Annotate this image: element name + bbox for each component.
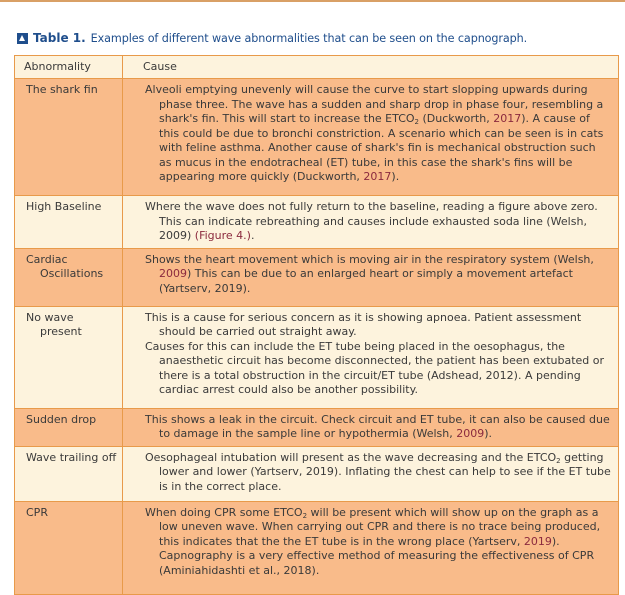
abnormality-label: High Baseline [26,200,102,213]
citation-year: 2017 [493,112,522,125]
table-row [15,501,619,594]
cause-cell [123,248,619,306]
cause-cell [123,408,619,446]
figure-reference-link[interactable]: (Figure 4.) [194,229,251,242]
table-row [15,196,619,249]
abnormality-cell [15,248,123,306]
citation-year: 2019 [523,534,552,548]
abnormality-label: The shark fin [26,83,98,96]
abnormality-label: Sudden drop [26,412,97,426]
caption-label: Table 1. [33,31,86,45]
table-row [15,306,619,408]
cause-cell [123,501,619,594]
triangle-icon [17,33,28,44]
cause-cell [123,306,619,408]
abnormality-cell [15,306,123,408]
cause-text: This shows a leak in the circuit. Check circuit and ET tube, it can also be caused due to damage in the sample line or hypothermia (Welsh, 2009). [145,412,610,440]
abnormalities-table [14,55,619,595]
cause-cell [123,79,619,196]
cause-text: Oesophageal intubation will present as the wave decreasing and the $ETCO_2$ getting lower and lower (Yartserv, 2019). Inflating the chest can help to see if the ET tube is in the correct place. [145,450,611,493]
citation-year: 2009 [159,267,187,280]
abnormality-label: Wave trailing off [26,450,117,464]
cause-cell [123,446,619,501]
header-cause: Cause [123,56,619,79]
abnormality-label: No wave present [26,310,82,338]
abnormality-cell [15,501,123,594]
table-header-row [15,56,619,79]
abnormality-cell [15,196,123,249]
cause-text: When doing CPR some $ETCO_2$ will be present which will show up on the graph as a low uneven wave. When carrying out CPR and there is no trace being produced, this indicates that the the ET tube is in the wrong place (Yartserv, 2019). Capnography is a very effective method of measuring the effectiveness of CPR (Aminiahidashti et al., 2018). [145,505,601,577]
caption-text: Examples of different wave abnormalities that can be seen on the capnograph. [90,31,528,45]
table-row [15,408,619,446]
cause-text: Alveoli emptying unevenly will cause the curve to start slopping upwards during phase three. The wave has a sudden and sharp drop in phase four, resembling a shark's fin. This will start to increase the $ETCO_2$ (Duckworth, 2017). A cause of this could be due to bronchi constriction. A scenario which can be seen is in cats with feline asthma. Another cause of shark's fin is mechanical obstruction such as mucus in the endotracheal (ET) tube, in this case the shark's fins will be appearing more quickly (Duckworth, 2017). [145,83,604,183]
cause-text-para-1: This is a cause for serious concern as it is showing apnoea. Patient assessment should be carried out straight away. [145,310,582,338]
abnormality-cell [15,446,123,501]
citation-year: 2009 [456,427,485,440]
abnormality-cell [15,79,123,196]
header-abnormality: Abnormality [15,56,123,79]
table-row [15,446,619,501]
top-rule [0,0,625,2]
cause-text: Where the wave does not fully return to the baseline, reading a figure above zero. This can indicate rebreathing and causes include exhausted soda line (Welsh, 2009) (Figure 4.). [145,200,598,242]
citation-year: 2017 [363,170,392,183]
abnormality-label: CPR [26,505,48,519]
table-row [15,79,619,196]
table-caption [17,31,527,45]
cause-text: Shows the heart movement which is moving air in the respiratory system (Welsh, 2009) This can be due to an enlarged heart or simply a movement artefact (Yartserv, 2019). [145,252,594,295]
cause-text-para-2: Causes for this can include the ET tube being placed in the oesophagus, the anaesthetic circuit has become disconnected, the patient has been extubated or there is a total obstruction in the circuit/ET tube (Adshead, 2012). A pending cardiac arrest could also be another possibility. [145,339,605,396]
abnormality-label: Cardiac Oscillations [26,252,104,280]
table-row [15,248,619,306]
cause-cell [123,196,619,249]
abnormality-cell [15,408,123,446]
